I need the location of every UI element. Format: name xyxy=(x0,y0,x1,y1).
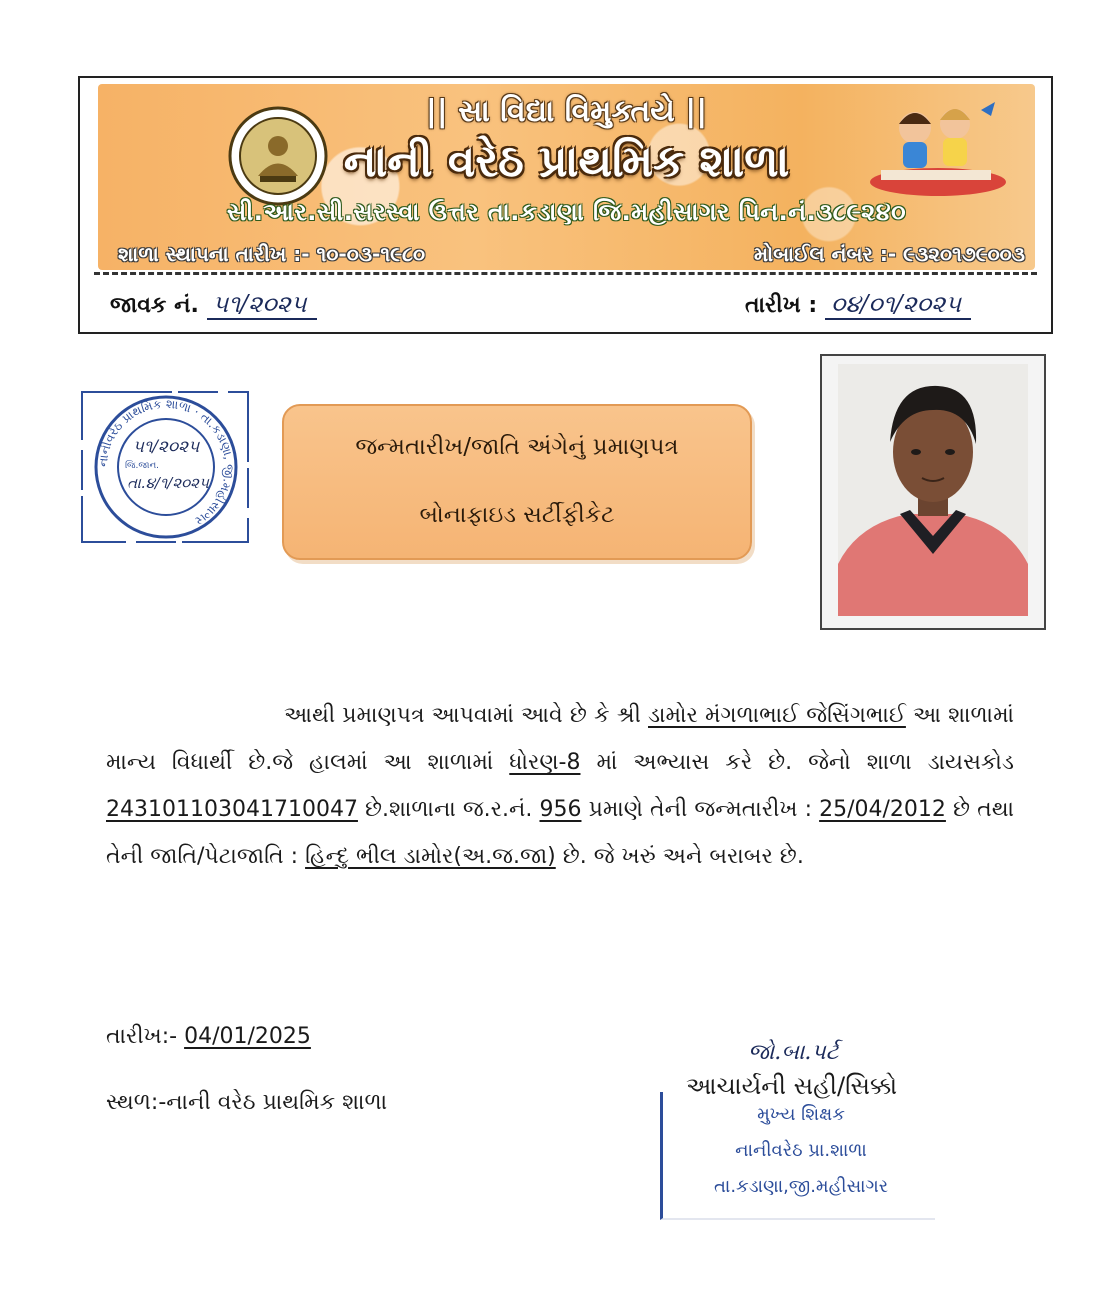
seal-designation: મુખ્ય શિક્ષક xyxy=(757,1104,845,1125)
outward-number-value: ૫૧/૨૦૨૫ xyxy=(207,290,317,320)
dise-code: 24310110304171004​7 xyxy=(106,797,358,822)
footer-date xyxy=(106,1024,311,1049)
footer-date-value: 04/01/2025 xyxy=(184,1024,311,1049)
school-stamp xyxy=(80,384,252,550)
stamp-sub: જિ.જાન. xyxy=(124,461,160,471)
letterhead xyxy=(78,76,1053,334)
body-text-5: પ્રમાણે તેની જન્મતારીખ : xyxy=(588,797,813,822)
student-standard: ધોરણ-8 xyxy=(509,750,581,775)
issue-date xyxy=(745,290,971,318)
signature-label: આચાર્યની સહી/સિક્કો xyxy=(686,1072,898,1100)
body-intro: આથી પ્રમાણપત્ર આપવામાં આવે છે કે શ્રી xyxy=(284,703,641,728)
student-photo-frame xyxy=(820,354,1046,630)
certificate-title: જન્મતારીખ/જાતિ અંગેનું પ્રમાણપત્ર xyxy=(355,434,679,460)
school-mobile: મોબાઈલ નંબર :- ૯૩૨૦૧૭૯૦૦૩ xyxy=(753,242,1025,266)
certificate-body xyxy=(106,692,1014,880)
register-number: 956 xyxy=(539,797,582,822)
stamp-ring-text: નાનીવરેઠ પ્રાથમિક શાળા · તા.કડાણા, જી.મહીસાગર xyxy=(95,396,237,529)
principal-signature: જો.બા.પર્ટ xyxy=(748,1040,839,1065)
footer-date-label: તારીખ:- xyxy=(106,1024,178,1049)
student-caste: હિન્દુ ભીલ ડામોર(અ.જ.જા) xyxy=(305,844,556,869)
issue-date-label: તારીખ : xyxy=(745,293,818,318)
stamp-date: તા.૪/૧/૨૦૨૫ xyxy=(127,474,209,492)
issue-date-value: ૦૪/૦૧/૨૦૨૫ xyxy=(825,290,971,320)
stamp-number: ૫૧/૨૦૨૫ xyxy=(132,437,200,457)
certificate-title-box xyxy=(282,404,752,560)
body-text-2: આ શાળામાં માન્ય વિધાર્થી છે.જે હાલમાં આ શાળામાં xyxy=(106,703,1014,775)
outward-number xyxy=(110,290,317,318)
footer-place: સ્થળ:-નાની વરેઠ પ્રાથમિક શાળા xyxy=(106,1090,388,1115)
letterhead-banner xyxy=(98,84,1035,270)
body-text-6: છે તથા તેની જાતિ/પેટાજાતિ : xyxy=(106,797,1014,869)
outward-number-label: જાવક નં. xyxy=(110,293,199,318)
body-text-7: છે. જે ખરું અને બરાબર છે. xyxy=(562,844,804,869)
principal-seal xyxy=(660,1092,935,1220)
student-name: ડામોર મંગળાભાઈ જેસિંગભાઈ xyxy=(648,703,906,728)
body-text-3: માં અભ્યાસ કરે છે. જેનો શાળા ડાયસકોડ xyxy=(596,750,1014,775)
seal-location: તા.કડાણા,જી.મહીસાગર xyxy=(713,1176,889,1197)
school-motto: || સા વિદ્યા વિમુક્તયે || xyxy=(425,94,708,129)
certificate-subtitle: બોનાફાઇડ સર્ટીફીકેટ xyxy=(419,502,615,528)
school-name: નાની વરેઠ પ્રાથમિક શાળા xyxy=(343,136,790,187)
seal-school: નાનીવરેઠ પ્રા.શાળા xyxy=(735,1140,867,1161)
body-text-4: છે.શાળાના જ.ર.નં. xyxy=(365,797,533,822)
school-address: સી.આર.સી.સરસ્વા ઉત્તર તા.કડાણા જિ.મહીસાગર પિન.નં.૩૮૯૨૪૦ xyxy=(226,198,907,226)
school-established-date: શાળા સ્થાપના તારીખ :- ૧૦-૦૩-૧૯૮૦ xyxy=(118,242,426,266)
kids-reading-illustration xyxy=(863,90,1013,200)
birth-date: 25/04/2012 xyxy=(819,797,946,822)
student-photo xyxy=(838,364,1028,616)
header-divider xyxy=(94,272,1037,275)
